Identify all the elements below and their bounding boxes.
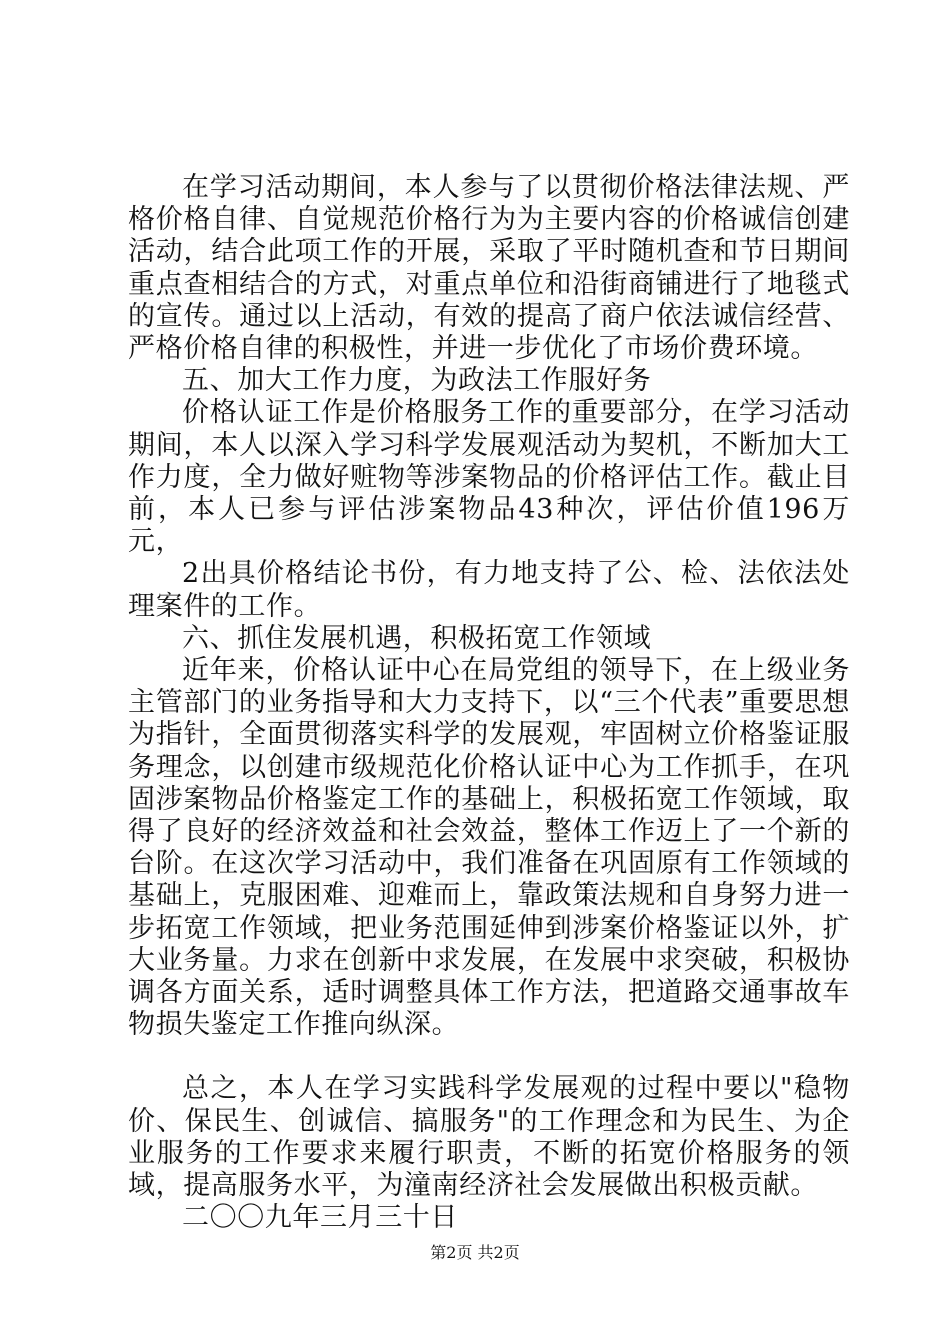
document-date: 二〇〇九年三月三十日: [182, 1202, 458, 1234]
page-footer: 第2页 共2页: [430, 1243, 520, 1262]
paragraph-spacer: [128, 1041, 850, 1073]
heading-section-six: 六、抓住发展机遇，积极拓宽工作领域: [182, 622, 652, 654]
document-body: [128, 172, 850, 1235]
paragraph-price-integrity: 在学习活动期间，本人参与了以贯彻价格法律法规、严格价格自律、自觉规范价格行为为主要内容的价格诚信创建活动，结合此项工作的开展，采取了平时随机查和节日期间重点查相结合的方式，对重点单位和沿街商铺进行了地毯式的宣传。通过以上活动，有效的提高了商户依法诚信经营、严格价格自律的积极性，并进一步优化了市场价费环境。: [128, 172, 850, 365]
paragraph-summary: 总之，本人在学习实践科学发展观的过程中要以"稳物价、保民生、创诚信、搞服务"的工作理念和为民生、为企业服务的工作要求来履行职责，不断的拓宽价格服务的领域，提高服务水平，为潼南经济社会发展做出积极贡献。: [128, 1073, 850, 1202]
heading-section-five: 五、加大工作力度，为政法工作服好务: [182, 365, 652, 397]
paragraph-development: 近年来，价格认证中心在局党组的领导下，在上级业务主管部门的业务指导和大力支持下，以“三个代表”重要思想为指针，全面贯彻落实科学的发展观，牢固树立价格鉴证服务理念，以创建市级规范化价格认证中心为工作抓手，在巩固涉案物品价格鉴定工作的基础上，积极拓宽工作领域，取得了良好的经济效益和社会效益，整体工作迈上了一个新的台阶。在这次学习活动中，我们准备在巩固原有工作领域的基础上，克服困难、迎难而上，靠政策法规和自身努力进一步拓宽工作领域，把业务范围延伸到涉案价格鉴证以外，扩大业务量。力求在创新中求发展，在发展中求突破，积极协调各方面关系，适时调整具体工作方法，把道路交通事故车物损失鉴定工作推向纵深。: [128, 655, 850, 1041]
paragraph-conclusion-documents: 2出具价格结论书份，有力地支持了公、检、法依法处理案件的工作。: [128, 558, 850, 622]
paragraph-price-certification: 价格认证工作是价格服务工作的重要部分，在学习活动期间，本人以深入学习科学发展观活动为契机，不断加大工作力度，全力做好赃物等涉案物品的价格评估工作。截止目前，本人已参与评估涉案物品43种次，评估价值196万元，: [128, 397, 850, 558]
